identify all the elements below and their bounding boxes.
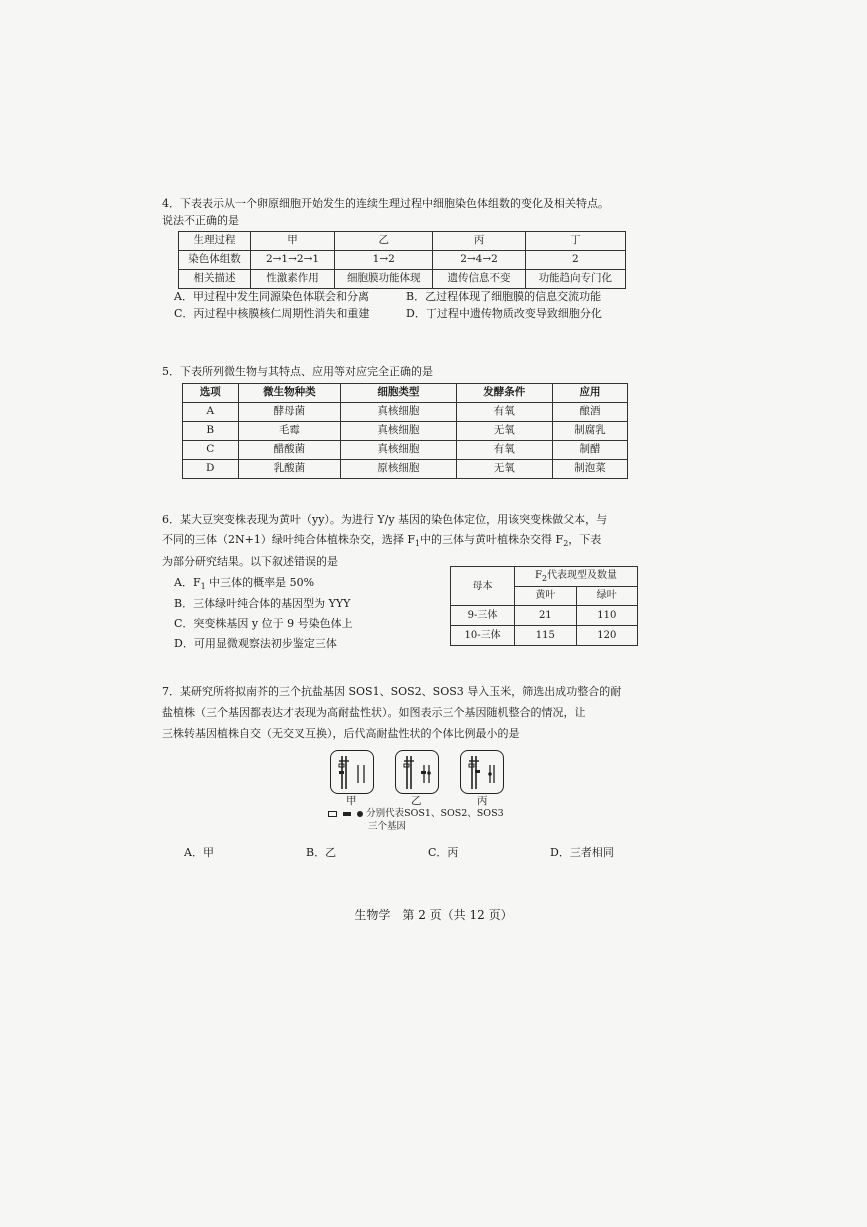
fig-legend [328, 808, 504, 834]
q6-stem-line3: 为部分研究结果。以下叙述错误的是 [162, 555, 338, 569]
legend-filled-rect-icon [343, 812, 351, 816]
chromosome-diagram [331, 751, 373, 793]
table-row [451, 606, 638, 626]
q4-r1c3: 遗传信息不变 [433, 270, 525, 289]
q6-h-f2-a: F [535, 569, 542, 581]
q7-option-c: C．丙 [428, 846, 459, 859]
table-header-row [179, 232, 626, 251]
q5-cell: 有氧 [456, 402, 552, 421]
q4-table [178, 231, 626, 289]
q4-h4: 丁 [525, 232, 625, 251]
table-row [179, 270, 626, 289]
legend-dot-icon [357, 811, 363, 817]
q5-cell: C [183, 440, 239, 459]
q5-cell: 真核细胞 [341, 402, 456, 421]
q7-option-d: D．三者相同 [550, 846, 614, 859]
fig-label-bing: 丙 [477, 795, 488, 807]
q5-cell: 酵母菌 [238, 402, 341, 421]
q5-cell: 制醋 [552, 440, 627, 459]
q4-option-a: A．甲过程中发生同源染色体联会和分离 [174, 290, 369, 303]
subscript: 2 [563, 539, 569, 549]
q6-stem-line2 [162, 530, 662, 552]
q5-h2: 细胞类型 [341, 383, 456, 402]
table-row [183, 440, 628, 459]
fig-label-jia: 甲 [346, 795, 357, 807]
q5-cell: 乳酸菌 [238, 459, 341, 478]
q5-cell: 原核细胞 [341, 459, 456, 478]
q5-cell: 有氧 [456, 440, 552, 459]
q5-table [182, 383, 628, 479]
table-header-row [451, 567, 638, 587]
q4-h3: 丙 [433, 232, 525, 251]
q7-stem-line3: 三株转基因植株自交（无交叉互换），后代高耐盐性状的个体比例最小的是 [162, 726, 520, 740]
table-row [451, 626, 638, 646]
page-footer: 生物学 第 2 页（共 12 页） [354, 908, 513, 922]
q5-cell: 无氧 [456, 421, 552, 440]
q6-option-c: C．突变株基因 y 位于 9 号染色体上 [174, 617, 353, 631]
q5-cell: 醋酸菌 [238, 440, 341, 459]
q6-cell: 10-三体 [451, 626, 515, 646]
q5-h3: 发酵条件 [456, 383, 552, 402]
table-row [183, 402, 628, 421]
legend-text2: 三个基因 [368, 820, 407, 832]
subscript: 1 [414, 539, 421, 549]
q5-cell: 真核细胞 [341, 440, 456, 459]
q5-h4: 应用 [552, 383, 627, 402]
q4-r1c4: 功能趋向专门化 [525, 270, 625, 289]
q5-cell: 无氧 [456, 459, 552, 478]
q6-option-a-text: A．F [174, 575, 201, 589]
q6-h-green: 绿叶 [576, 586, 637, 606]
q5-h1: 微生物种类 [238, 383, 341, 402]
q6-h-yellow: 黄叶 [515, 586, 576, 606]
table-row [183, 421, 628, 440]
q7-stem-line1: 7．某研究所将拟南芥的三个抗盐基因 SOS1、SOS2、SOS3 导入玉米，筛选出成功整合的耐 [162, 685, 622, 698]
q7-option-a: A．甲 [184, 846, 214, 859]
legend-open-rect-icon [328, 811, 337, 817]
q7-option-b: B．乙 [306, 846, 337, 859]
chromosome-diagram [396, 751, 438, 793]
table-row [179, 251, 626, 270]
question-7 [162, 682, 662, 745]
q4-r1c0: 相关描述 [179, 270, 251, 289]
q4-r1c1: 性激素作用 [250, 270, 334, 289]
q6-option-a-text2: 中三体的概率是 50% [205, 575, 315, 589]
question-4 [162, 196, 662, 322]
q6-stem-line1: 6．某大豆突变株表现为黄叶（yy）。为进行 Y/y 基因的染色体定位，用该突变株做父本，与 [162, 513, 608, 526]
q6-cell: 21 [515, 606, 576, 626]
q4-stem-line1: 4．下表表示从一个卵原细胞开始发生的连续生理过程中细胞染色体组数的变化及相关特点。 [162, 197, 609, 210]
q7-stem-line2: 盐植株（三个基因都表达才表现为高耐盐性状）。如图表示三个基因随机整合的情况，让 [162, 705, 586, 719]
q6-cell: 120 [576, 626, 637, 646]
q4-r0c0: 染色体组数 [179, 251, 251, 270]
q5-cell: 制腐乳 [552, 421, 627, 440]
q5-cell: 真核细胞 [341, 421, 456, 440]
q6-option-b: B．三体绿叶纯合体的基因型为 YYY [174, 597, 351, 611]
q4-r1c2: 细胞膜功能体现 [335, 270, 433, 289]
q5-h0: 选项 [183, 383, 239, 402]
q5-cell: D [183, 459, 239, 478]
q4-r0c3: 2→4→2 [433, 251, 525, 270]
cell-yi [395, 750, 439, 794]
q4-h1: 甲 [250, 232, 334, 251]
q6-h-f2 [515, 567, 638, 587]
q5-cell: 毛霉 [238, 421, 341, 440]
fig-label-yi: 乙 [411, 795, 422, 807]
q7-options [184, 845, 624, 862]
q4-r0c1: 2→1→2→1 [250, 251, 334, 270]
chromosome-diagram [461, 751, 503, 793]
q6-cell: 110 [576, 606, 637, 626]
cell-jia [330, 750, 374, 794]
q5-cell: 酿酒 [552, 402, 627, 421]
q4-option-d: D．丁过程中遗传物质改变导致细胞分化 [406, 306, 602, 320]
q4-option-b: B．乙过程体现了细胞膜的信息交流功能 [406, 290, 602, 303]
q4-r0c2: 1→2 [335, 251, 433, 270]
q5-cell: 制泡菜 [552, 459, 627, 478]
q6-option-d: D．可用显微观察法初步鉴定三体 [174, 636, 337, 650]
q6-stem-line2-c: ，下表 [568, 533, 602, 547]
q5-cell: A [183, 402, 239, 421]
q6-stem-line2-a: 不同的三体（2N+1）绿叶纯合体植株杂交，选择 F [162, 533, 415, 547]
q6-h-parent: 母本 [451, 567, 515, 606]
q6-table [450, 566, 638, 646]
question-5 [162, 364, 662, 479]
subscript: 1 [200, 581, 206, 591]
q4-option-c: C．丙过程中核膜核仁周期性消失和重建 [174, 306, 370, 320]
q6-cell: 9-三体 [451, 606, 515, 626]
subscript: 2 [541, 573, 548, 583]
table-header-row [183, 383, 628, 402]
q4-r0c4: 2 [525, 251, 625, 270]
cell-bing [460, 750, 504, 794]
q4-h0: 生理过程 [179, 232, 251, 251]
q5-cell: B [183, 421, 239, 440]
q6-h-f2-b: 代表现型及数量 [547, 569, 618, 581]
q6-stem-line2-b: 中的三体与黄叶植株杂交得 F [420, 533, 564, 547]
q6-cell: 115 [515, 626, 576, 646]
q4-stem-line2: 说法不正确的是 [162, 213, 239, 227]
table-row [183, 459, 628, 478]
q4-h2: 乙 [335, 232, 433, 251]
legend-text: 分别代表SOS1、SOS2、SOS3 [366, 808, 504, 819]
q5-stem: 5．下表所列微生物与其特点、应用等对应完全正确的是 [162, 365, 433, 378]
